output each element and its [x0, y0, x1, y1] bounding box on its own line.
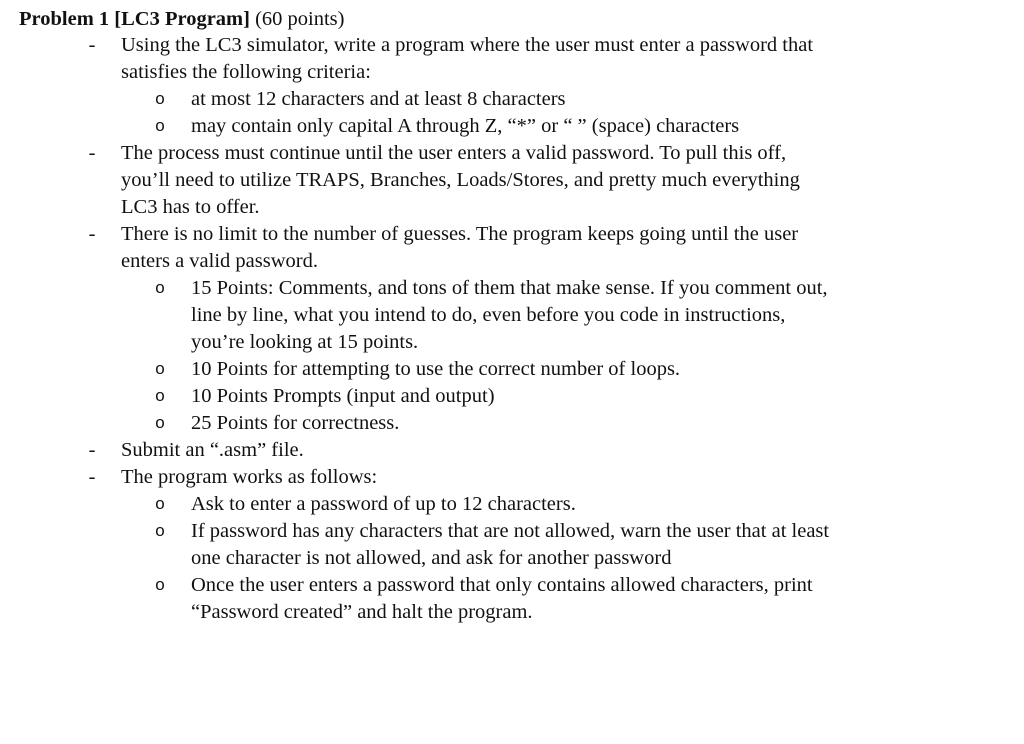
sub-bullet-text: Once the user enters a password that only contains allowed characters, print [191, 574, 813, 596]
bullet-text: Using the LC3 simulator, write a program where the user must enter a password that [121, 34, 814, 56]
problem-points: (60 points) [249, 8, 345, 30]
bullet-dash: - [88, 439, 96, 461]
bullet-text: The program works as follows: [121, 466, 378, 488]
sub-bullet-circle: o [155, 278, 165, 297]
bullet-text: enters a valid password. [121, 250, 318, 272]
sub-bullet-circle: o [155, 521, 165, 540]
problem-heading [19, 6, 345, 32]
sub-bullet-text: at most 12 characters and at least 8 characters [191, 88, 566, 110]
sub-bullet-circle: o [155, 359, 165, 378]
bullet-text: you’ll need to utilize TRAPS, Branches, Loads/Stores, and pretty much everything [121, 169, 800, 191]
bullet-dash: - [88, 34, 96, 56]
sub-bullet-text: 25 Points for correctness. [191, 412, 400, 434]
sub-bullet-circle: o [155, 413, 165, 432]
bullet-text: satisfies the following criteria: [121, 61, 371, 83]
bullet-dash: - [88, 142, 96, 164]
bullet-text: LC3 has to offer. [121, 196, 260, 218]
sub-bullet-text: “Password created” and halt the program. [191, 601, 533, 623]
sub-bullet-text: one character is not allowed, and ask for another password [191, 547, 672, 569]
bullet-text: There is no limit to the number of guesses. The program keeps going until the user [121, 223, 799, 245]
bullet-dash: - [88, 223, 96, 245]
problem-title: Problem 1 [LC3 Program] [19, 8, 250, 30]
sub-bullet-text: may contain only capital A through Z, “*” or “ ” (space) characters [191, 115, 740, 137]
sub-bullet-circle: o [155, 575, 165, 594]
sub-bullet-circle: o [155, 494, 165, 513]
sub-bullet-text: line by line, what you intend to do, even before you code in instructions, [191, 304, 786, 326]
sub-bullet-text: Ask to enter a password of up to 12 characters. [191, 493, 576, 515]
bullet-text: Submit an “.asm” file. [121, 439, 304, 461]
sub-bullet-text: 10 Points for attempting to use the correct number of loops. [191, 358, 681, 380]
sub-bullet-text: 10 Points Prompts (input and output) [191, 385, 495, 407]
sub-bullet-circle: o [155, 386, 165, 405]
sub-bullet-text: If password has any characters that are not allowed, warn the user that at least [191, 520, 830, 542]
bullet-dash: - [88, 466, 96, 488]
sub-bullet-circle: o [155, 116, 165, 135]
sub-bullet-text: you’re looking at 15 points. [191, 331, 419, 353]
sub-bullet-text: 15 Points: Comments, and tons of them that make sense. If you comment out, [191, 277, 828, 299]
bullet-text: The process must continue until the user enters a valid password. To pull this off, [121, 142, 787, 164]
sub-bullet-circle: o [155, 89, 165, 108]
